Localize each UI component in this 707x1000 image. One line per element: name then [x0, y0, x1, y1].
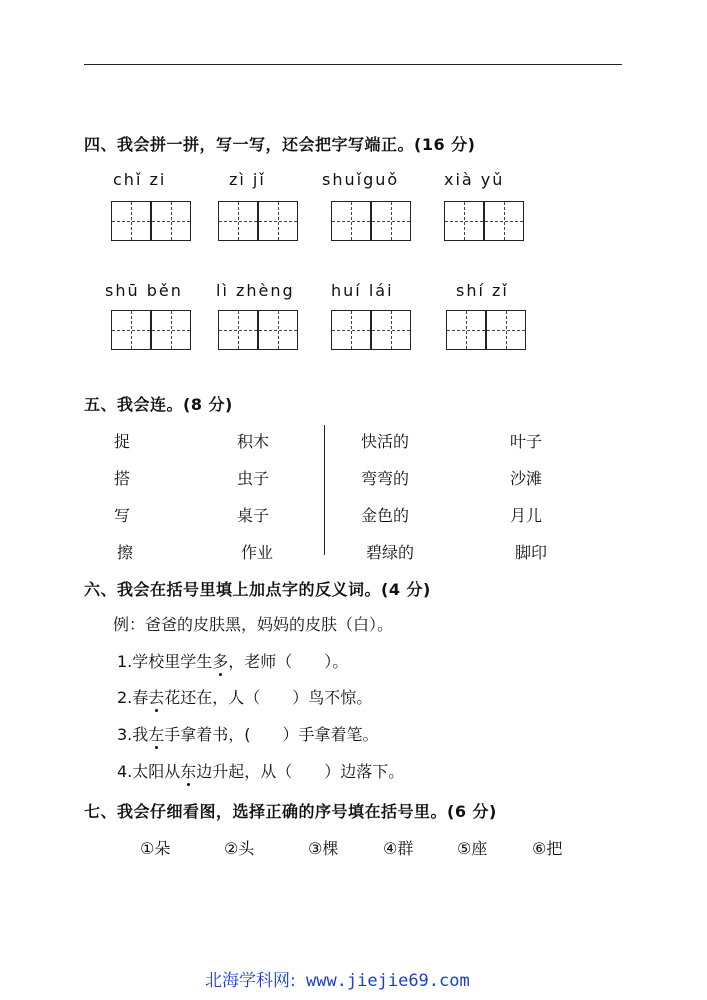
q2-dotted-char: 去: [148, 685, 164, 708]
option-item: ③棵: [308, 839, 339, 858]
verb-item[interactable]: 写: [114, 506, 131, 525]
pinyin-7: huí lái: [331, 281, 394, 300]
adjective-item[interactable]: 快活的: [361, 432, 410, 451]
section6-title: 六、我会在括号里填上加点字的反义词。(4 分): [84, 580, 431, 599]
section7-title: 七、我会仔细看图，选择正确的序号填在括号里。(6 分): [84, 802, 497, 821]
writing-box[interactable]: [444, 201, 484, 241]
writing-box[interactable]: [446, 310, 486, 350]
noun-item[interactable]: 桌子: [237, 506, 270, 525]
pinyin-4: xià yǔ: [444, 170, 505, 189]
noun-item[interactable]: 作业: [241, 543, 274, 562]
option-item: ④群: [383, 839, 414, 858]
top-rule: [84, 64, 622, 65]
pinyin-5: shū běn: [105, 281, 183, 300]
object-item[interactable]: 月儿: [510, 506, 543, 525]
q4-post: 边升起，从（ ）边落下。: [196, 762, 405, 781]
verb-item[interactable]: 捉: [114, 432, 131, 451]
verb-item[interactable]: 擦: [117, 543, 134, 562]
question-2[interactable]: [117, 685, 372, 708]
writing-box[interactable]: [371, 310, 411, 350]
q4-dotted-char: 东: [180, 759, 196, 782]
pinyin-1: chǐ zi: [113, 170, 167, 189]
writing-box[interactable]: [486, 310, 526, 350]
pinyin-6: lì zhèng: [216, 281, 295, 300]
question-3[interactable]: [117, 722, 379, 745]
footer-watermark: [205, 966, 470, 991]
example-dotted-char: 黑: [225, 615, 242, 634]
object-item[interactable]: 脚印: [515, 543, 548, 562]
noun-item[interactable]: 积木: [237, 432, 270, 451]
section5-title: 五、我会连。(8 分): [84, 395, 233, 414]
pinyin-8: shí zǐ: [456, 281, 509, 300]
q1-post: ，老师（ ）。: [228, 652, 349, 671]
writing-box[interactable]: [258, 201, 298, 241]
writing-box[interactable]: [371, 201, 411, 241]
writing-box[interactable]: [218, 201, 258, 241]
q2-post: 花还在，人（ ）鸟不惊。: [164, 688, 373, 707]
example-sentence: [113, 612, 393, 635]
adjective-item[interactable]: 弯弯的: [361, 469, 410, 488]
verb-item[interactable]: 搭: [114, 469, 131, 488]
q2-pre: 2.春: [117, 688, 149, 707]
writing-box[interactable]: [151, 201, 191, 241]
q1-dotted-char: 多: [212, 649, 228, 672]
object-item[interactable]: 叶子: [510, 432, 543, 451]
writing-box[interactable]: [331, 201, 371, 241]
question-4[interactable]: [117, 759, 404, 782]
adjective-item[interactable]: 金色的: [361, 506, 410, 525]
q3-dotted-char: 左: [148, 722, 164, 745]
pinyin-2: zì jǐ: [229, 170, 266, 189]
q3-post: 手拿着书，( ）手拿着笔。: [164, 725, 379, 744]
adjective-item[interactable]: 碧绿的: [366, 543, 415, 562]
section4-title: 四、我会拼一拼，写一写，还会把字写端正。(16 分): [84, 135, 476, 154]
example-post: ，妈妈的皮肤（白）。: [241, 615, 394, 634]
option-item: ②头: [224, 839, 255, 858]
option-item: ⑤座: [457, 839, 488, 858]
writing-box[interactable]: [111, 201, 151, 241]
q3-pre: 3.我: [117, 725, 149, 744]
writing-box[interactable]: [218, 310, 258, 350]
writing-box[interactable]: [484, 201, 524, 241]
writing-box[interactable]: [258, 310, 298, 350]
writing-box[interactable]: [151, 310, 191, 350]
footer-url[interactable]: www.jiejie69.com: [295, 971, 470, 991]
noun-item[interactable]: 虫子: [237, 469, 270, 488]
pinyin-3: shuǐguǒ: [322, 170, 400, 189]
object-item[interactable]: 沙滩: [510, 469, 543, 488]
writing-box[interactable]: [331, 310, 371, 350]
q4-pre: 4.太阳从: [117, 762, 181, 781]
footer-label: 北海学科网:: [205, 971, 296, 991]
q1-pre: 1.学校里学生: [117, 652, 213, 671]
column-divider: [324, 425, 325, 555]
writing-box[interactable]: [111, 310, 151, 350]
option-item: ⑥把: [532, 839, 563, 858]
option-item: ①朵: [140, 839, 171, 858]
question-1[interactable]: [117, 649, 348, 672]
example-pre: 例：爸爸的皮肤: [113, 615, 226, 634]
